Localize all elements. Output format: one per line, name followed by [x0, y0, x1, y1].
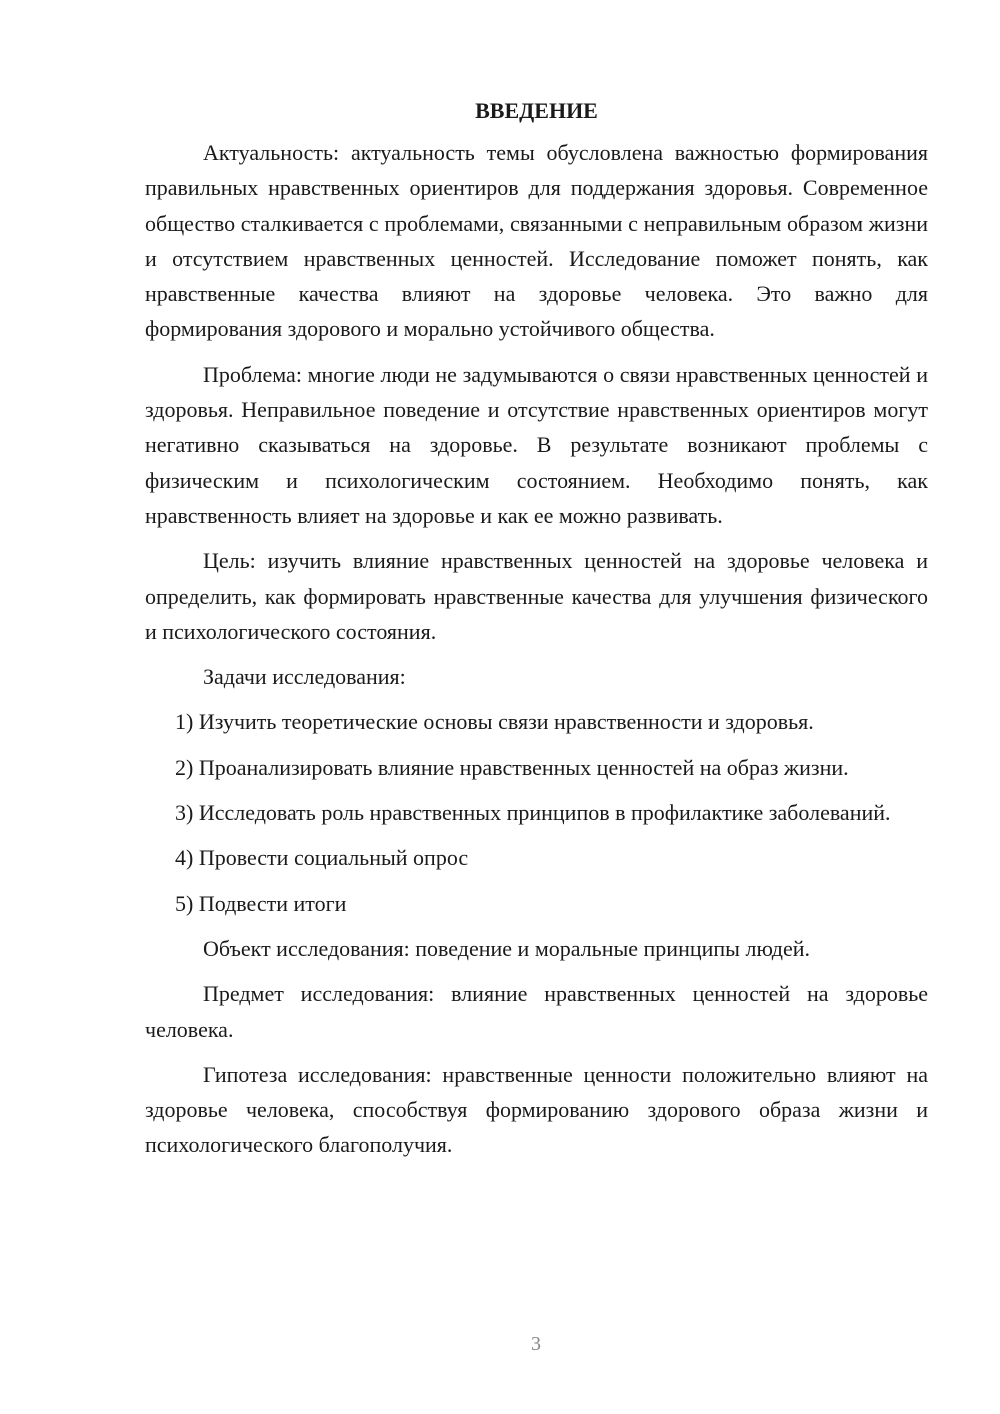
page-title: ВВЕДЕНИЕ: [475, 98, 598, 123]
tasks-heading: Задачи исследования:: [203, 664, 406, 690]
document-page: [145, 93, 928, 1173]
list-item: 2) Проанализировать влияние нравственных ценностей на образ жизни.: [175, 754, 849, 780]
paragraph-subject: Предмет исследования: влияние нравственных ценностей на здоровье человека.: [145, 981, 928, 1042]
paragraph-object: Объект исследования: поведение и моральные принципы людей.: [203, 935, 810, 961]
paragraph-problem: Проблема: многие люди не задумываются о связи нравственных ценностей и здоровья. Неправильное поведение и отсутствие нравственных ориентиров могут негативно сказываться на здоровье. В результате возникают проблемы с физическим и психологическим состоянием. Необходимо понять, как нравственность влияет на здоровье и как ее можно развивать.: [145, 361, 928, 528]
paragraph-relevance: Актуальность: актуальность темы обусловлена важностью формирования правильных нравственных ориентиров для поддержания здоровья. Современное общество сталкивается с проблемами, связанными с неправильным образом жизни и отсутствием нравственных ценностей. Исследование поможет понять, как нравственные качества влияют на здоровье человека. Это важно для формирования здорового и морально устойчивого общества.: [145, 140, 928, 342]
paragraph-goal: Цель: изучить влияние нравственных ценностей на здоровье человека и определить, как формировать нравственные качества для улучшения физического и психологического состояния.: [145, 548, 928, 644]
page-number: 3: [531, 1333, 541, 1355]
list-item: 1) Изучить теоретические основы связи нравственности и здоровья.: [175, 709, 814, 735]
list-item: 3) Исследовать роль нравственных принципов в профилактике заболеваний.: [175, 800, 891, 826]
tasks-list: [145, 704, 928, 920]
paragraph-hypothesis: Гипотеза исследования: нравственные ценности положительно влияют на здоровье человека, способствуя формированию здорового образа жизни и психологического благополучия.: [145, 1061, 928, 1158]
list-item: 4) Провести социальный опрос: [175, 845, 469, 871]
list-item: 5) Подвести итоги: [175, 890, 347, 916]
